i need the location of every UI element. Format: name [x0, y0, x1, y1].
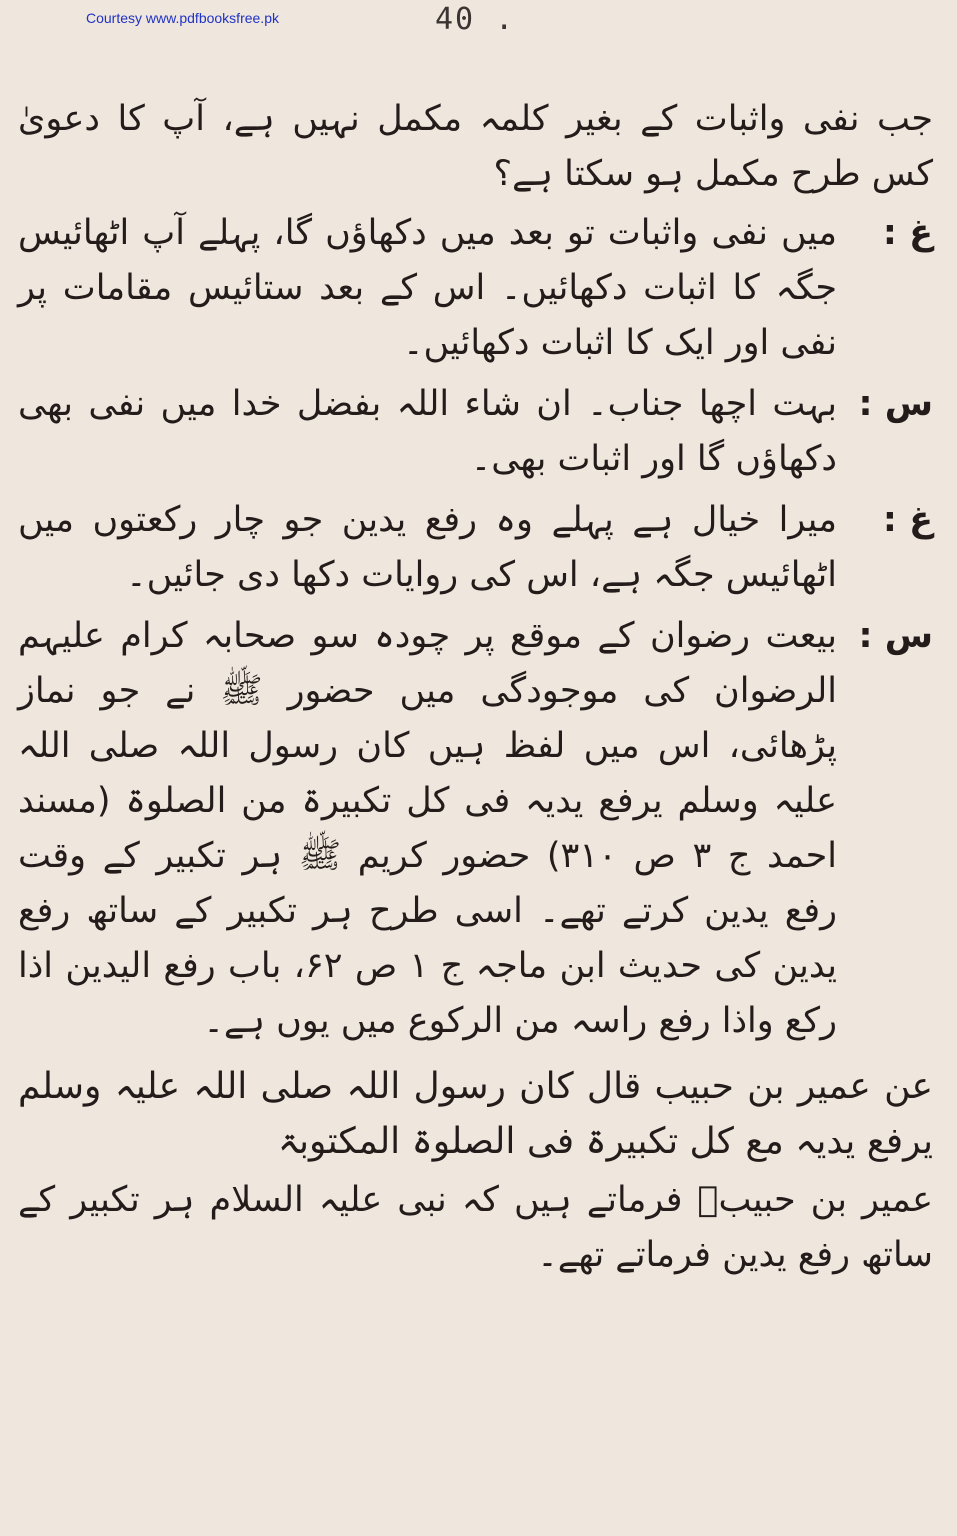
speaker-label: س :: [858, 616, 933, 656]
translation-paragraph: عمیر بن حبیبؓ فرماتے ہیں کہ نبی علیہ السلام ہر تکبیر کے ساتھ رفع یدین فرماتے تھے۔: [18, 1180, 933, 1275]
arabic-hadith-quote: عن عمیر بن حبیب قال کان رسول اللہ صلی اللہ علیہ وسلم یرفع یدیہ مع کل تکبیرۃ فی الصلوۃ المکتوبۃ: [18, 1066, 933, 1162]
dialogue-entry: [18, 609, 933, 1049]
page-body: [18, 92, 933, 1287]
speaker-label: س :: [858, 384, 933, 424]
dialogue-entry: [18, 206, 933, 371]
dialogue-text: میں نفی واثبات تو بعد میں دکھاؤں گا، پہلے آپ اٹھائیس جگہ کا اثبات دکھائیں۔ اس کے بعد ستائیس مقامات پر نفی اور ایک کا اثبات دکھائیں۔: [18, 213, 837, 363]
dialogue-text: میرا خیال ہے پہلے وہ رفع یدین جو چار رکعتوں میں اٹھائیس جگہ ہے، اس کی روایات دکھا دی جائیں۔: [18, 500, 837, 595]
dialogue-entry: [18, 493, 933, 603]
dialogue-entry: [18, 377, 933, 487]
page-number: 40 .: [435, 2, 516, 37]
dialogue-text: بیعت رضوان کے موقع پر چودہ سو صحابہ کرام علیہم الرضوان کی موجودگی میں حضور ﷺ نے جو نماز پڑھائی، اس میں لفظ ہیں کان رسول اللہ صلی اللہ علیہ وسلم یرفع یدیہ فی کل تکبیرۃ من الصلوۃ (مسند احمد ج ۳ ص ۳۱۰) حضور کریم ﷺ ہر تکبیر کے وقت رفع یدین کرتے تھے۔ اسی طرح ہر تکبیر کے ساتھ رفع یدین کی حدیث ابن ماجہ ج ۱ ص ۶۲، باب رفع الیدین اذا رکع واذا رفع راسہ من الرکوع میں یوں ہے۔: [18, 616, 837, 1041]
intro-paragraph: جب نفی واثبات کے بغیر کلمہ مکمل نہیں ہے، آپ کا دعویٰ کس طرح مکمل ہو سکتا ہے؟: [18, 99, 933, 194]
speaker-label: غ :: [882, 500, 933, 540]
dialogue-text: بہت اچھا جناب۔ ان شاء اللہ بفضل خدا میں نفی بھی دکھاؤں گا اور اثبات بھی۔: [18, 384, 837, 479]
courtesy-watermark: Courtesy www.pdfbooksfree.pk: [86, 10, 279, 26]
speaker-label: غ :: [882, 213, 933, 253]
